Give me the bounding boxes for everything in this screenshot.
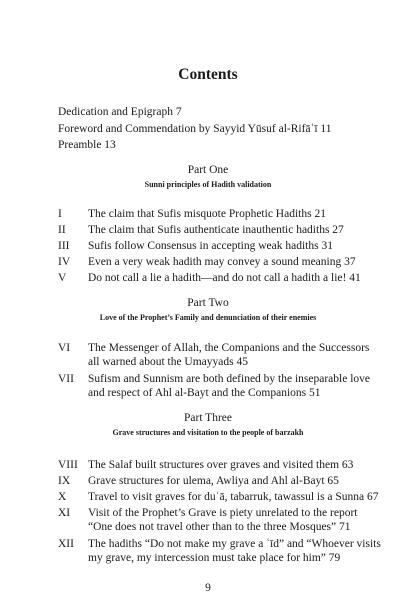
- entry-number: II: [58, 224, 66, 236]
- entry-number: V: [58, 272, 67, 284]
- entry-text: Grave structures for ulema, Awliya and Ahl al-Bayt 65: [88, 475, 339, 487]
- entry-number: X: [58, 491, 67, 503]
- entry-line: Sufism and Sunnism are both defined by the inseparable love: [88, 373, 371, 385]
- entry-text: Sufis follow Consensus in accepting weak hadiths 31: [88, 240, 333, 252]
- entry-text: [88, 506, 388, 534]
- entry-number: XII: [58, 538, 74, 550]
- entry-text: The claim that Sufis misquote Prophetic Hadiths 21: [88, 208, 326, 220]
- contents-heading: Contents: [178, 66, 238, 83]
- front-matter-item: Foreword and Commendation by Sayyid Yūsuf al-Rifāʿī 11: [58, 122, 332, 135]
- entry-text: The Salaf built structures over graves and visited them 63: [88, 459, 354, 471]
- entry-line: all warned about the Umayyads 45: [88, 356, 248, 368]
- part-two-label: Part Two: [187, 297, 229, 309]
- entry-number: VIII: [58, 459, 78, 471]
- front-matter: [58, 104, 332, 154]
- entry-text: [88, 372, 388, 400]
- entry-text: Do not call a lie a hadith—and do not call a hadith a lie! 41: [88, 272, 361, 284]
- entry-number: IX: [58, 475, 71, 487]
- entry-line: my grave, my intercession must take place for him” 79: [88, 552, 341, 564]
- entry-line: The Messenger of Allah, the Companions and the Successors: [88, 342, 370, 354]
- entry-number: I: [58, 208, 62, 220]
- part-three-label: Part Three: [183, 412, 232, 424]
- page-number: 9: [205, 582, 211, 594]
- entry-line: “One does not travel other than to the three Mosques” 71: [88, 521, 351, 533]
- entry-number: VI: [58, 342, 71, 354]
- part-three-title: Grave structures and visitation to the people of barzakh: [112, 428, 304, 437]
- part-one-label: Part One: [187, 164, 229, 176]
- entry-line: The hadiths “Do not make my grave a ʿīd” and “Whoever visits: [88, 538, 381, 550]
- entry-number: III: [58, 240, 70, 252]
- entry-number: VII: [58, 373, 74, 385]
- entry-line: and respect of Ahl al-Bayt and the Companions 51: [88, 387, 321, 399]
- entry-text: Travel to visit graves for duʿā, tabarruk, tawassul is a Sunna 67: [88, 491, 379, 503]
- entry-text: [88, 537, 388, 565]
- part-one-title: Sunni principles of Hadith validation: [144, 180, 272, 189]
- front-matter-item: Dedication and Epigraph 7: [58, 106, 182, 118]
- entry-text: The claim that Sufis authenticate inauthentic hadiths 27: [88, 224, 344, 236]
- entry-line: Visit of the Prophet’s Grave is piety unrelated to the report: [88, 507, 358, 519]
- entry-text: [88, 341, 388, 369]
- entry-text: Even a very weak hadith may convey a sound meaning 37: [88, 256, 356, 268]
- entry-number: IV: [58, 256, 71, 268]
- front-matter-item: Preamble 13: [58, 139, 116, 151]
- part-two-title: Love of the Prophet’s Family and denunciation of their enemies: [99, 313, 317, 322]
- entry-number: XI: [58, 507, 71, 519]
